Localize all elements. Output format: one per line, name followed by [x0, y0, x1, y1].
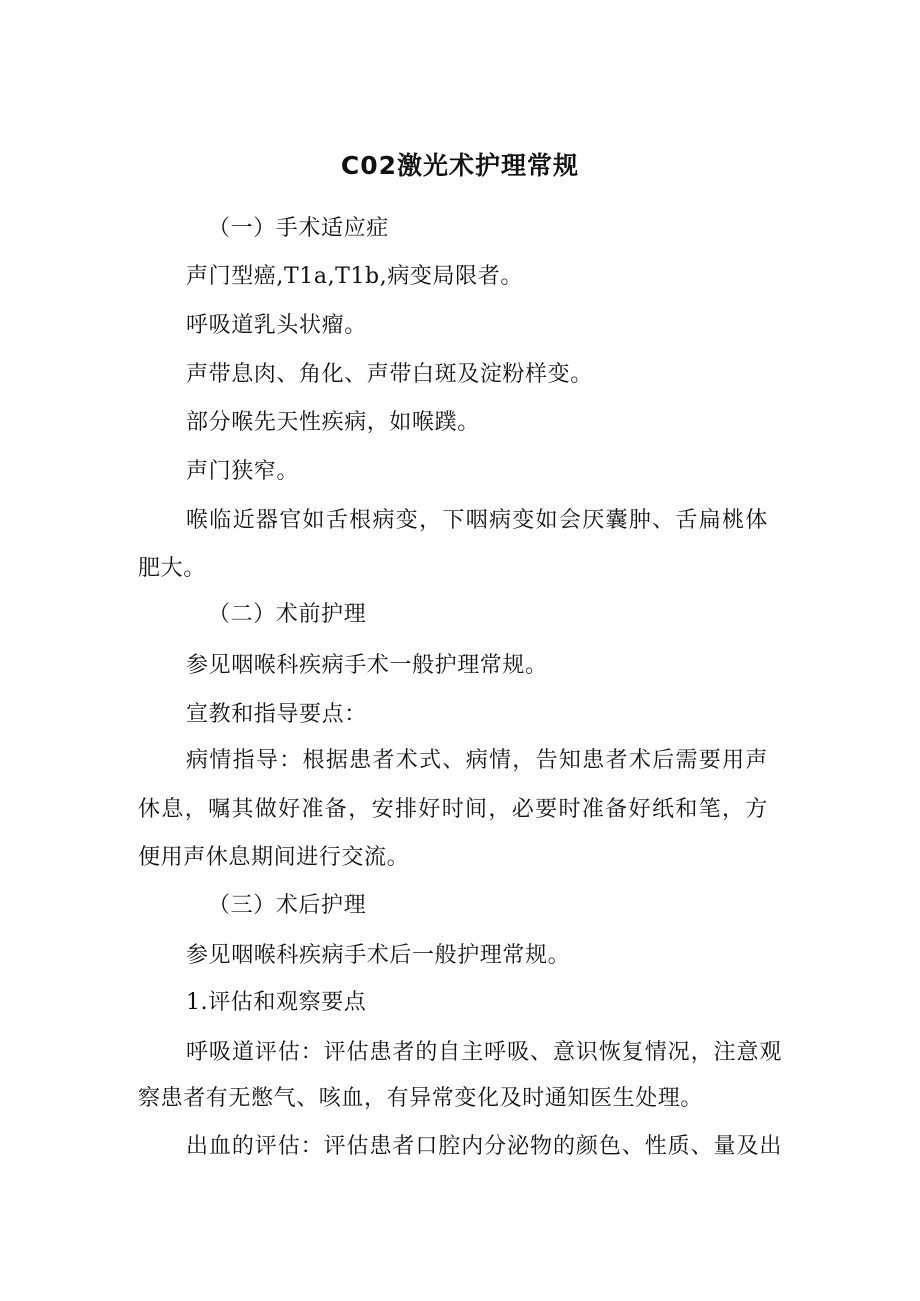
- paragraph-line: 参见咽喉科疾病手术一般护理常规。: [186, 653, 548, 678]
- paragraph-line: 喉临近器官如舌根病变，下咽病变如会厌囊肿、舌扁桃体: [186, 508, 768, 533]
- paragraph-line: 部分喉先天性疾病，如喉蹼。: [186, 410, 480, 435]
- section-heading-preop: （二）术前护理: [208, 602, 367, 627]
- paragraph-line: 便用声休息期间进行交流。: [138, 845, 410, 870]
- paragraph-line: 病情指导：根据患者术式、病情，告知患者术后需要用声: [186, 748, 768, 773]
- paragraph-line: 1.评估和观察要点: [186, 990, 367, 1015]
- paragraph-line: 休息，嘱其做好准备，安排好时间，必要时准备好纸和笔，方: [138, 797, 768, 822]
- paragraph-line: 声门狭窄。: [186, 459, 300, 484]
- section-heading-indications: （一）手术适应症: [208, 216, 389, 241]
- paragraph-line: 声门型癌,T1a,T1b,病变局限者。: [186, 264, 523, 289]
- document-title: C02激光术护理常规: [340, 151, 580, 180]
- paragraph-line: 肥大。: [138, 556, 206, 581]
- paragraph-line: 宣教和指导要点：: [186, 702, 367, 727]
- section-heading-postop: （三）术后护理: [208, 893, 367, 918]
- paragraph-line: 察患者有无憋气、咳血，有异常变化及时通知医生处理。: [138, 1086, 704, 1111]
- paragraph-line: 声带息肉、角化、声带白斑及淀粉样变。: [186, 362, 593, 387]
- paragraph-line: 呼吸道评估：评估患者的自主呼吸、意识恢复情况，注意观: [186, 1040, 782, 1065]
- paragraph-line: 呼吸道乳头状瘤。: [186, 313, 367, 338]
- paragraph-line: 参见咽喉科疾病手术后一般护理常规。: [186, 943, 571, 968]
- paragraph-line: 出血的评估：评估患者口腔内分泌物的颜色、性质、量及出: [186, 1134, 782, 1159]
